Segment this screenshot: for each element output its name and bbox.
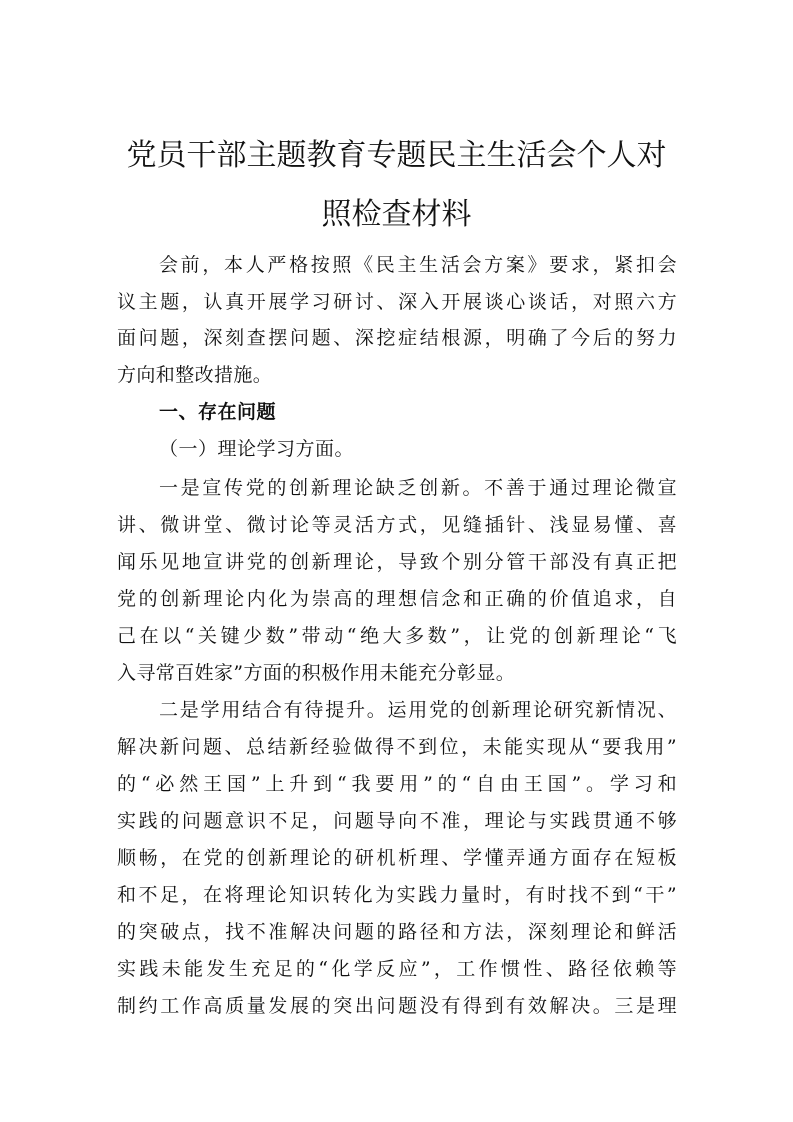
- section-heading-problems: 一、存在问题: [159, 401, 277, 423]
- para2-line-4: 实践的问题意识不足，问题导向不准，理论与实践贯通不够: [117, 810, 677, 832]
- para1-line-5: 己在以“关键少数”带动“绝大多数”，让党的创新理论“飞: [117, 625, 677, 647]
- document-title-line-1: 党员干部主题教育专题民主生活会个人对: [126, 138, 667, 173]
- intro-line-1: 会前，本人严格按照《民主生活会方案》要求，紧扣会: [159, 254, 677, 276]
- para1-line-3: 闻乐见地宣讲党的创新理论，导致个别分管干部没有真正把: [117, 551, 677, 573]
- para2-line-2: 解决新问题、总结新经验做得不到位，未能实现从“要我用”: [117, 736, 677, 758]
- intro-line-4: 方向和整改措施。: [117, 364, 273, 386]
- para2-line-6: 和不足，在将理论知识转化为实践力量时，有时找不到“干”: [117, 884, 677, 906]
- para2-line-5: 顺畅，在党的创新理论的研机析理、学懂弄通方面存在短板: [117, 847, 677, 869]
- intro-line-3: 面问题，深刻查摆问题、深挖症结根源，明确了今后的努力: [117, 327, 677, 349]
- subsection-heading-theory-study: （一）理论学习方面。: [159, 438, 355, 460]
- para1-line-6: 入寻常百姓家”方面的积极作用未能充分彰显。: [117, 662, 516, 684]
- para2-line-9: 制约工作高质量发展的突出问题没有得到有效解决。三是理: [117, 995, 677, 1017]
- intro-line-2: 议主题，认真开展学习研讨、深入开展谈心谈话，对照六方: [117, 291, 677, 313]
- para1-line-4: 党的创新理论内化为崇高的理想信念和正确的价值追求，自: [117, 588, 677, 610]
- para1-line-1: 一是宣传党的创新理论缺乏创新。不善于通过理论微宣: [159, 477, 677, 499]
- para2-line-1: 二是学用结合有待提升。运用党的创新理论研究新情况、: [159, 699, 677, 721]
- document-title-line-2: 照检查材料: [321, 197, 472, 232]
- para2-line-7: 的突破点，找不准解决问题的路径和方法，深刻理论和鲜活: [117, 921, 677, 943]
- para1-line-2: 讲、微讲堂、微讨论等灵活方式，见缝插针、浅显易懂、喜: [117, 514, 677, 536]
- para2-line-3: 的“必然王国”上升到“我要用”的“自由王国”。学习和: [117, 773, 677, 795]
- para2-line-8: 实践未能发生充足的“化学反应”，工作惯性、路径依赖等: [117, 958, 677, 980]
